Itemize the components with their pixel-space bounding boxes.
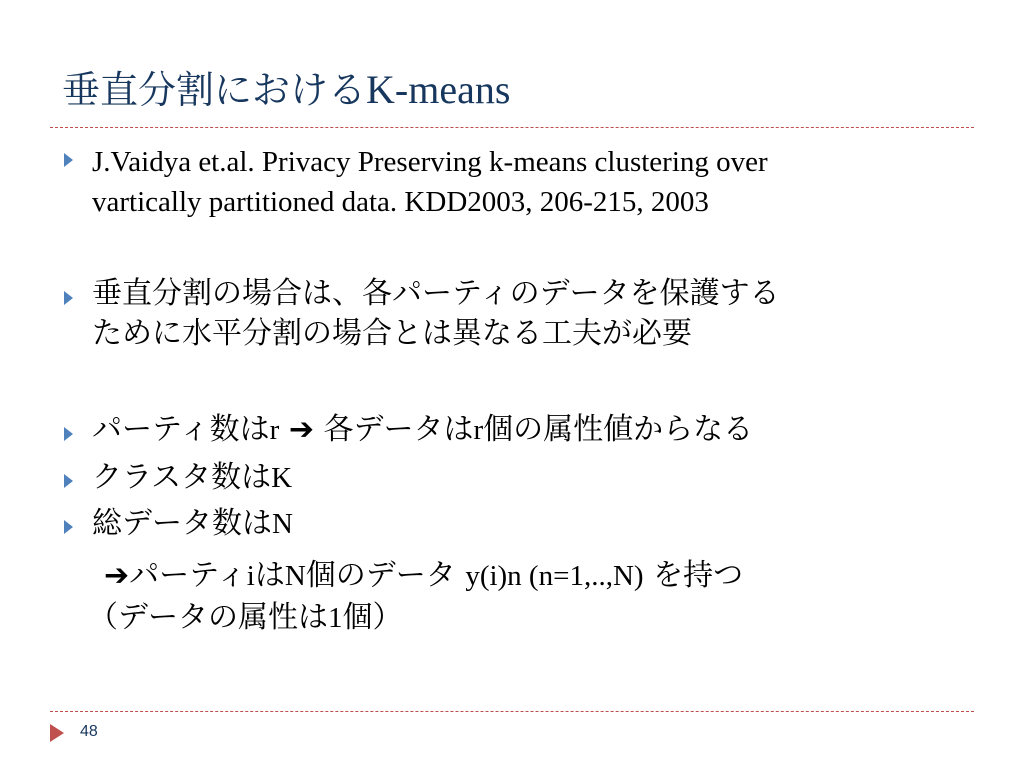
- privacy-line-1: 垂直分割の場合は、各パーティのデータを保護する: [92, 276, 780, 311]
- reference-line-1: J.Vaidya et.al. Privacy Preserving k-means clustering over: [92, 146, 768, 178]
- bullet-triangle-icon: [64, 520, 73, 534]
- subpoint-has-text: を持つ: [643, 558, 744, 593]
- attribute-note-prefix: （データの属性は: [88, 600, 328, 635]
- title-divider: [50, 127, 974, 128]
- page-number: 48: [80, 723, 98, 740]
- cluster-count-variable: K: [271, 462, 293, 494]
- party-count-variable: r: [269, 414, 280, 446]
- cluster-count-bullet: [92, 458, 972, 498]
- reference-bullet: [92, 142, 972, 222]
- subpoint-party-index: i: [246, 560, 255, 592]
- attribute-count-suffix: 個の属性値からなる: [483, 412, 754, 447]
- slide-title-japanese: 垂直分割における: [62, 68, 367, 112]
- slide-title-latin: K-means: [366, 67, 511, 112]
- party-data-subpoint: [104, 556, 984, 596]
- subpoint-data-text: 個のデータ: [305, 558, 466, 593]
- bullet-triangle-icon: [64, 291, 73, 305]
- data-count-bullet: [92, 504, 972, 544]
- privacy-bullet: [92, 274, 972, 354]
- party-count-arrow-text: ➔ 各データは: [279, 412, 474, 447]
- subpoint-party-prefix: ➔パーティ: [104, 558, 247, 593]
- privacy-line-2: ために水平分割の場合とは異なる工夫が必要: [92, 316, 692, 351]
- attribute-note-suffix: 個）: [342, 600, 403, 635]
- party-count-prefix: パーティ数は: [92, 412, 270, 447]
- subpoint-data-count: N: [284, 560, 306, 592]
- attribute-count-variable: r: [473, 414, 484, 446]
- bullet-triangle-icon: [64, 427, 73, 441]
- page-marker-triangle-icon: [50, 724, 64, 742]
- footer-divider: [50, 711, 974, 712]
- attribute-note-count: 1: [328, 602, 343, 634]
- attribute-note: [88, 598, 968, 638]
- reference-line-2: vartically partitioned data. KDD2003, 206-215, 2003: [92, 186, 709, 218]
- data-count-prefix: 総データ数は: [92, 506, 272, 541]
- slide-title: [62, 62, 1002, 118]
- bullet-triangle-icon: [64, 153, 73, 167]
- cluster-count-prefix: クラスタ数は: [92, 460, 272, 495]
- bullet-triangle-icon: [64, 474, 73, 488]
- subpoint-particle: は: [254, 558, 285, 593]
- party-count-bullet: [92, 410, 972, 450]
- subpoint-data-expression: y(i)n (n=1,..,N): [465, 560, 644, 592]
- data-count-variable: N: [272, 508, 293, 540]
